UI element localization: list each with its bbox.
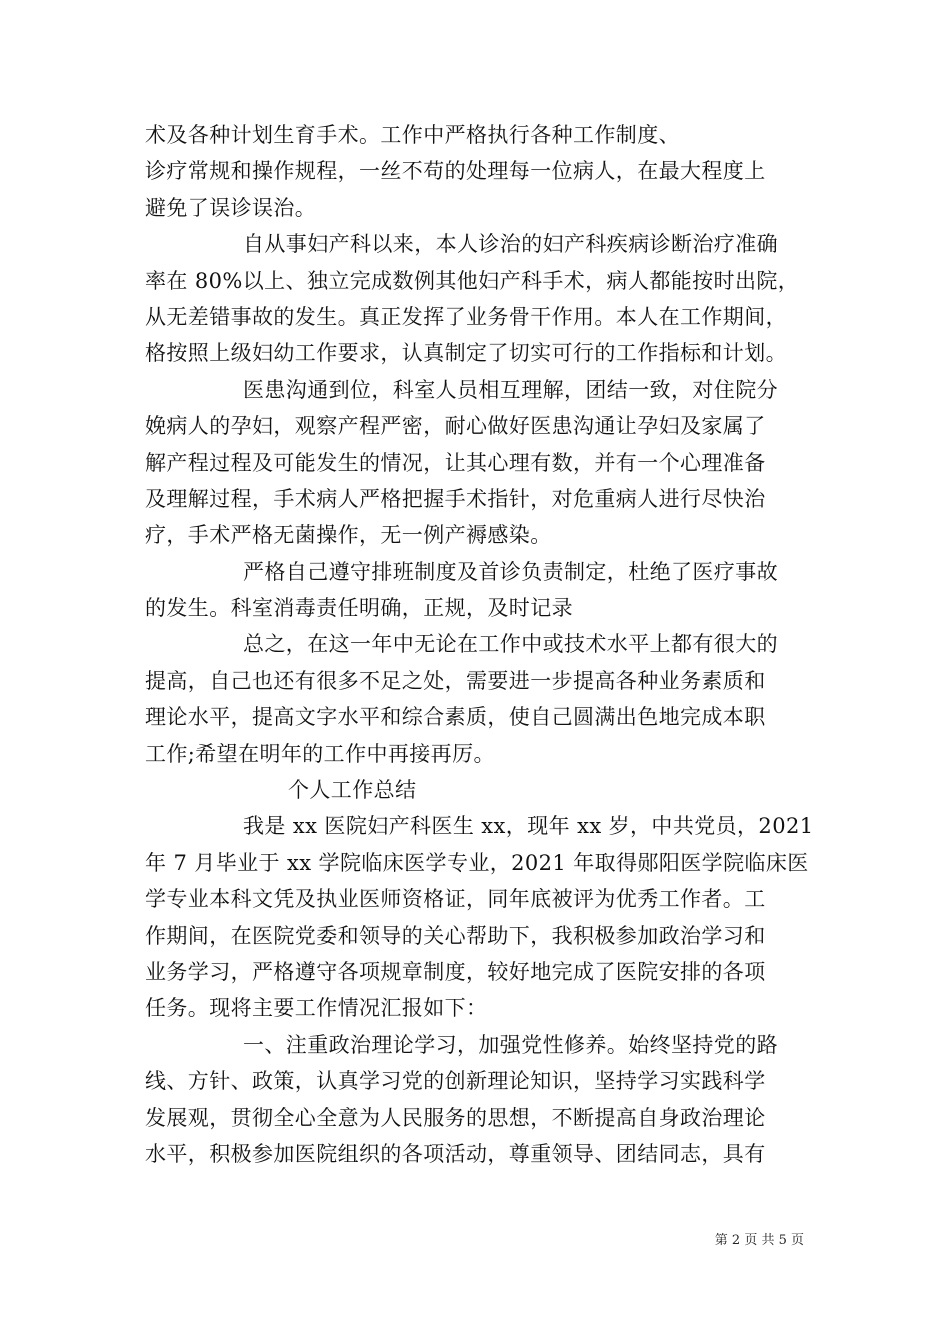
text-line: 作期间，在医院党委和领导的关心帮助下，我积极参加政治学习和 [145, 923, 766, 948]
text-line: 线、方针、政策，认真学习党的创新理论知识，坚持学习实践科学 [145, 1069, 766, 1094]
text-line: 娩病人的孕妇，观察产程严密，耐心做好医患沟通让孕妇及家属了 [145, 414, 766, 439]
paragraph-start-line: 医患沟通到位，科室人员相互理解，团结一致，对住院分 [243, 377, 778, 402]
text-line: 及理解过程，手术病人严格把握手术指针，对危重病人进行尽快治 [145, 486, 766, 511]
paragraph-start-line: 我是 xx 医院妇产科医生 xx，现年 xx 岁，中共党员，2021 [243, 814, 814, 839]
paragraph-start-line: 总之，在这一年中无论在工作中或技术水平上都有很大的 [243, 632, 778, 657]
text-line: 工作;希望在明年的工作中再接再厉。 [145, 741, 495, 766]
text-line: 术及各种计划生育手术。工作中严格执行各种工作制度、 [145, 123, 680, 147]
text-line: 理论水平，提高文字水平和综合素质，使自己圆满出色地完成本职 [145, 705, 766, 730]
text-line: 学专业本科文凭及执业医师资格证，同年底被评为优秀工作者。工 [145, 887, 766, 912]
paragraph-start-line: 自从事妇产科以来，本人诊治的妇产科疾病诊断治疗准确 [243, 232, 778, 257]
text-line: 避免了误诊误治。 [145, 195, 317, 220]
text-line: 提高，自己也还有很多不足之处，需要进一步提高各种业务素质和 [145, 668, 766, 693]
text-line: 年 7 月毕业于 xx 学院临床医学专业，2021 年取得郧阳医学院临床医 [145, 850, 809, 875]
paragraph-start-line: 一、注重政治理论学习，加强党性修养。始终坚持党的路 [243, 1032, 778, 1057]
text-line: 解产程过程及可能发生的情况，让其心理有数，并有一个心理准备 [145, 450, 766, 475]
text-line: 业务学习，严格遵守各项规章制度，较好地完成了医院安排的各项 [145, 959, 766, 984]
document-body [145, 117, 813, 1172]
text-line: 从无差错事故的发生。真正发挥了业务骨干作用。本人在工作期间， [145, 304, 787, 329]
section-title: 个人工作总结 [288, 778, 417, 803]
page-number: 第 2 页 共 5 页 [714, 1233, 804, 1248]
text-line: 率在 80%以上、独立完成数例其他妇产科手术，病人都能按时出院， [145, 268, 800, 293]
text-line: 格按照上级妇幼工作要求，认真制定了切实可行的工作指标和计划。 [145, 341, 787, 366]
paragraph-start-line: 严格自己遵守排班制度及首诊负责制定，杜绝了医疗事故 [243, 559, 778, 584]
text-line: 疗，手术严格无菌操作，无一例产褥感染。 [145, 523, 552, 548]
text-line: 水平，积极参加医院组织的各项活动，尊重领导、团结同志，具有 [145, 1141, 766, 1166]
text-line: 任务。现将主要工作情况汇报如下： [145, 996, 488, 1021]
text-line: 发展观，贯彻全心全意为人民服务的思想，不断提高自身政治理论 [145, 1105, 766, 1130]
text-line: 诊疗常规和操作规程，一丝不苟的处理每一位病人，在最大程度上 [145, 159, 766, 184]
text-line: 的发生。科室消毒责任明确，正规，及时记录 [145, 596, 573, 621]
